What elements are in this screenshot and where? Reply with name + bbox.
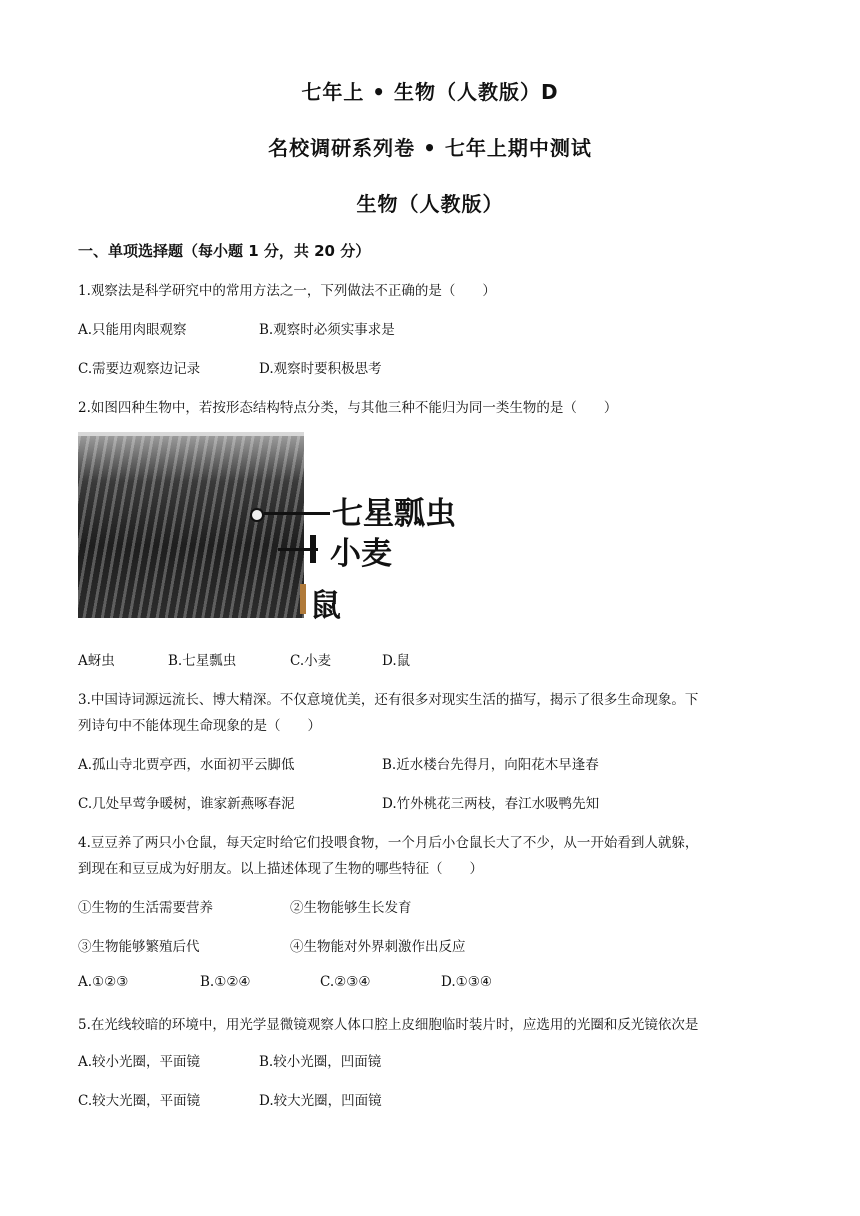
question-3-option-d: D.竹外桃花三两枝，春江水吸鸭先知	[382, 796, 600, 812]
exam-title: 名校调研系列卷 • 七年上期中测试	[268, 136, 592, 160]
question-2-figure	[78, 432, 463, 622]
question-4-statement-3: ③生物能够繁殖后代	[78, 939, 200, 955]
question-3-option-a: A.孤山寺北贾亭西，水面初平云脚低	[78, 757, 295, 773]
question-4-option-b: B.①②④	[200, 974, 251, 990]
subject-title: 生物（人教版）	[356, 192, 504, 216]
question-4-stem-line-1: 4.豆豆养了两只小仓鼠，每天定时给它们投喂食物，一个月后小仓鼠长大了不少，从一开始看到人就躲，	[78, 835, 699, 851]
question-2-option-b: B.七星瓢虫	[168, 653, 237, 669]
question-4-option-a: A.①②③	[78, 974, 129, 990]
question-1-option-b: B.观察时必须实事求是	[259, 322, 395, 338]
question-5-option-c: C.较大光圈，平面镜	[78, 1093, 201, 1109]
mouse-pointer-bar	[300, 584, 306, 614]
question-4-stem-line-2: 到现在和豆豆成为好朋友。以上描述体现了生物的哪些特征（ ）	[78, 861, 483, 877]
question-3-option-b: B.近水楼台先得月，向阳花木早逢春	[382, 757, 599, 773]
question-5-option-a: A.较小光圈，平面镜	[78, 1054, 201, 1070]
exam-series-title: 七年上 • 生物（人教版）D	[301, 80, 559, 104]
wheat-pointer-bar	[310, 535, 316, 563]
question-1-stem: 1.观察法是科学研究中的常用方法之一，下列做法不正确的是（ ）	[78, 283, 496, 299]
figure-label-mouse: 鼠	[310, 588, 341, 624]
question-2-option-a: A蚜虫	[78, 653, 115, 669]
question-5-stem: 5.在光线较暗的环境中，用光学显微镜观察人体口腔上皮细胞临时装片时，应选用的光圈和反光镜依次是	[78, 1017, 699, 1033]
question-4-option-d: D.①③④	[441, 974, 492, 990]
question-4-statement-4: ④生物能对外界刺激作出反应	[290, 939, 466, 955]
figure-label-ladybug: 七星瓢虫	[332, 496, 456, 532]
ladybug-pointer-line	[264, 512, 330, 515]
question-3-stem-line-1: 3.中国诗词源远流长、博大精深。不仅意境优美，还有很多对现实生活的描写，揭示了很多生命现象。下	[78, 692, 699, 708]
question-5-option-d: D.较大光圈，凹面镜	[259, 1093, 382, 1109]
question-5-option-b: B.较小光圈，凹面镜	[259, 1054, 382, 1070]
question-2-stem: 2.如图四种生物中，若按形态结构特点分类，与其他三种不能归为同一类生物的是（ ）	[78, 400, 618, 416]
question-4-statement-2: ②生物能够生长发育	[290, 900, 412, 916]
question-2-option-d: D.鼠	[382, 653, 411, 669]
question-3-stem-line-2: 列诗句中不能体现生命现象的是（ ）	[78, 718, 321, 734]
question-2-option-c: C.小麦	[290, 653, 332, 669]
section-heading: 一、单项选择题（每小题 1 分，共 20 分）	[78, 242, 371, 260]
ladybug-marker	[250, 508, 264, 522]
organisms-photo	[78, 432, 304, 618]
figure-label-wheat: 小麦	[330, 536, 392, 572]
question-4-statement-1: ①生物的生活需要营养	[78, 900, 213, 916]
question-1-option-a: A.只能用肉眼观察	[78, 322, 187, 338]
question-1-option-c: C.需要边观察边记录	[78, 361, 201, 377]
question-3-option-c: C.几处早莺争暖树，谁家新燕啄春泥	[78, 796, 295, 812]
question-4-option-c: C.②③④	[320, 974, 371, 990]
question-1-option-d: D.观察时要积极思考	[259, 361, 382, 377]
